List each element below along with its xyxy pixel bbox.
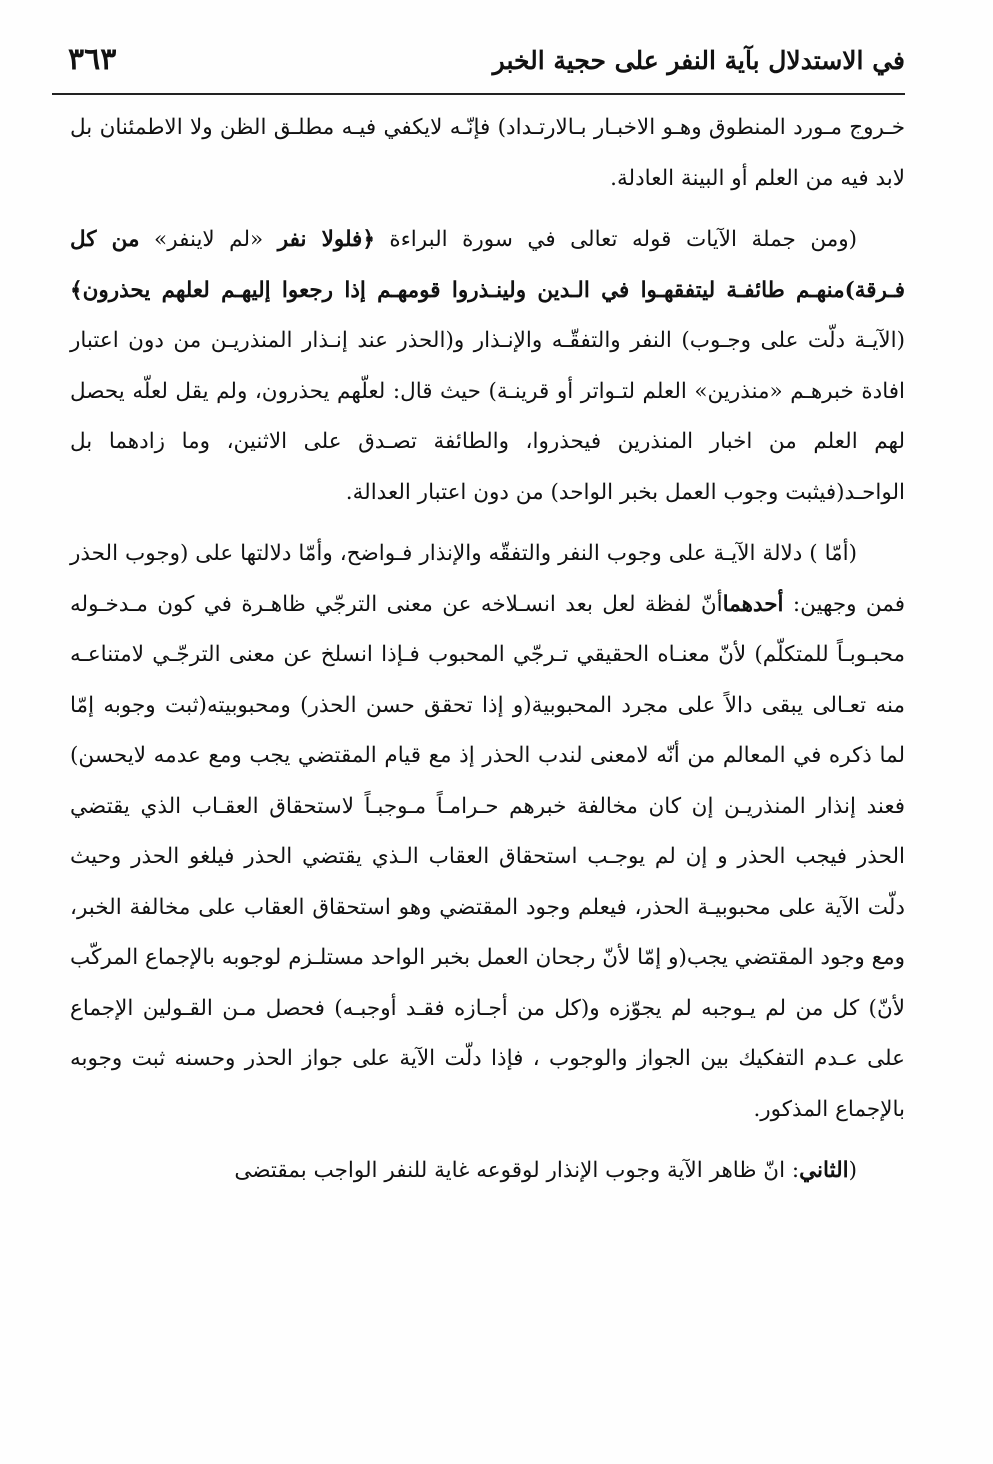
paragraph-text: أنّ لفظة لعل بعد انسـلاخه عن معنى الترجّي ظاهـرة في كون مـدخـوله محبـوبـاً للمتكلّم) لأنّ معنـاه الحقيقي تـرجّي المحبوب فـإذا انسلخ عن معنى الترجّـي لامتناعـه منه تعـالى يبقى دالاً على مجرد المحبوبية(و إذا تحقق حسن الحذر) ومحبوبيته(ثبت وجوبه إمّا لما ذكره في المعالم من أنّه لامعنى لندب الحذر إذ مع قيام المقتضي يجب ومع عدمه لايحسن) فعند إنذار المنذريـن إن كان مخالفة خبرهم حـرامـاً مـوجبـاً لاستحقاق العقـاب الذي يقتضي الحذر فيجب الحذر و إن لم يوجـب استحقاق العقاب الـذي يقتضي الحذر فيلغو الحذر وحيث دلّت الآية على محبوبيـة الحذر، فيعلم وجود المقتضي وهو استحقاق العقاب على مخالفة الخبر، ومع وجود المقتضي يجب(و إمّا لأنّ رجحان العمل بخبر الواحد مستلـزم لوجوبه بالإجماع المركّب لأنّ) كل من لم يـوجبه لم يجوّزه و(كل من أجـازه فقـد أوجبـه) فحصل مـن القـولين الإجماع على عـدم التفكيك بين الجواز والوجوب ، فإذا دلّت الآية على جواز الحذر وحسنه ثبت وجوبه بالإجماع المذكور. (70, 591, 905, 1122)
paragraph-first-argument (70, 529, 905, 1135)
argument-label: الثاني (799, 1158, 849, 1183)
paragraph-text: «لم لاينفر» (139, 227, 278, 252)
paragraph-second-argument (70, 1146, 905, 1197)
quran-verse-text: من كل فـرقة)منهـم طائفـة ليتفقهـوا في الـدين ولينـذروا قومهـم إذا رجعوا إليهـم لعلهم يحذرون﴾ (70, 227, 905, 303)
page-body (70, 103, 905, 1197)
paragraph-verse-nafr (70, 215, 905, 518)
running-header (52, 40, 905, 92)
page-number: ٣٦٣ (68, 42, 117, 77)
argument-label: أحدهما (722, 591, 784, 617)
paragraph-text: (أمّا ) دلالة الآيـة على وجوب النفر والتفقّه والإنذار فـواضح، وأمّا دلالتها على (وجوب الحذر فمن وجهين: (70, 541, 905, 617)
quran-verse-text: ﴿فلولا نفر (277, 227, 375, 252)
paragraph-text: خـروج مـورد المنطوق وهـو الاخبـار بـالارتـداد) فإنّـه لايكفي فيـه مطلـق الظن ولا الاطمئنان بل لابد فيه من العلم أو البينة العادلة. (70, 115, 905, 191)
running-header-title: في الاستدلال بآية النفر على حجية الخبر (492, 46, 905, 75)
paragraph-text: (الآيـة دلّت على وجـوب) النفر والتفقّـه والإنـذار و(الحذر عند إنـذار المنذريـن من دون اعتبار افادة خبرهـم «منذرين» العلم لتـواتر أو قرينـة) حيث قال: لعلّهم يحذرون، ولم يقل لعلّه يحصل لهم العلم من اخبار المنذرين فيحذروا، والطائفة تصـدق على الاثنين، وما زادهما بل الواحـد(فيثبت وجوب العمل بخبر الواحد) من دون اعتبار العدالة. (70, 328, 905, 505)
paragraph-text: ( (848, 1158, 857, 1183)
header-divider (52, 93, 905, 95)
paragraph-text: : انّ ظاهر الآية وجوب الإنذار لوقوعه غاية للنفر الواجب بمقتضى (234, 1158, 800, 1183)
paragraph-continuation (70, 103, 905, 204)
paragraph-text: (ومن جملة الآيات قوله تعالى في سورة البراءة (374, 227, 857, 252)
